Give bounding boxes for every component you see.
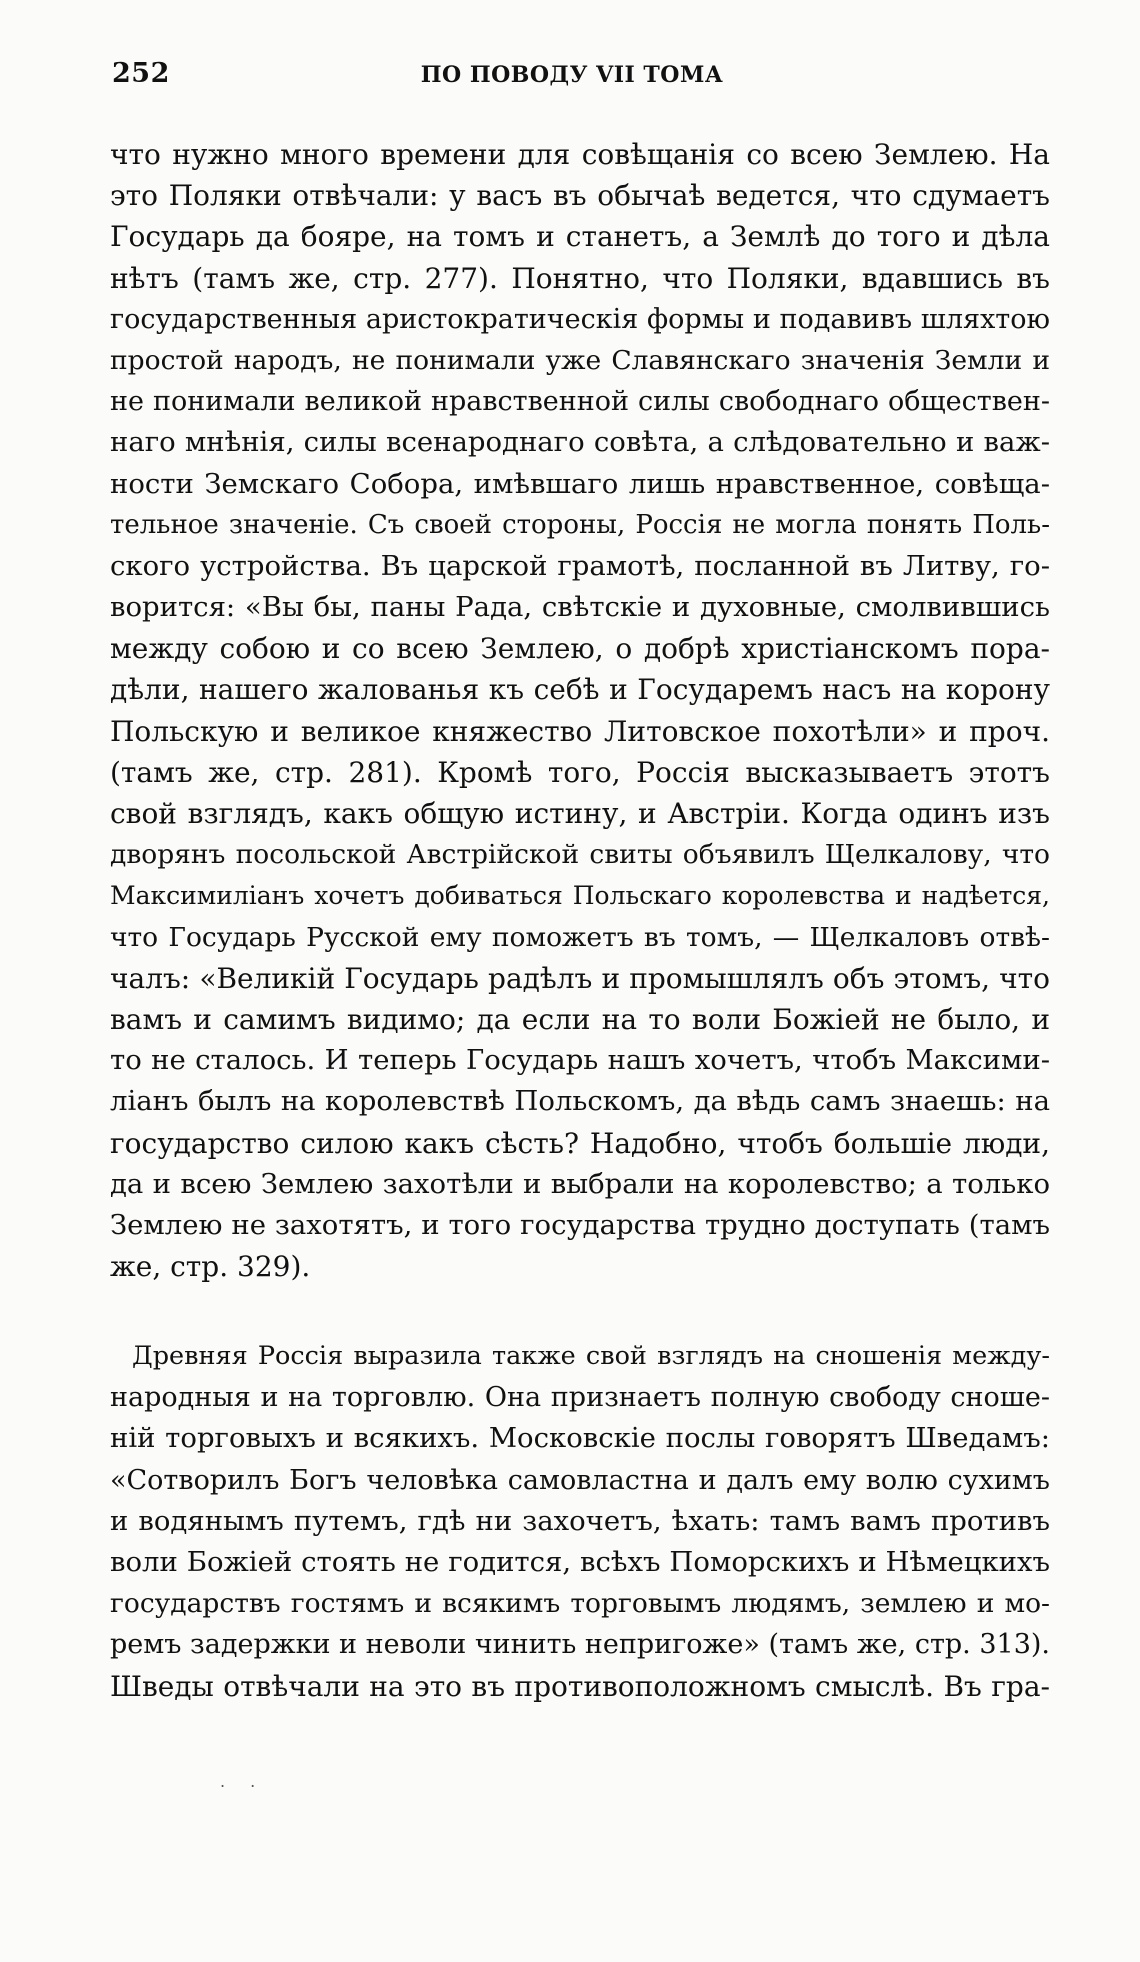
text-line: Шведы отвѣчали на это въ противоположномъ смыслѣ. Въ гра- <box>110 1669 1050 1703</box>
text-line: чалъ: «Великій Государь радѣлъ и промышлялъ объ этомъ, что <box>110 961 1050 995</box>
text-line: народныя и на торговлю. Она признаетъ полную свободу сноше- <box>110 1382 1050 1414</box>
text-line: государствъ гостямъ и всякимъ торговымъ людямъ, землею и мо- <box>110 1588 1050 1620</box>
text-line: ности Земскаго Собора, имѣвшаго лишь нравственное, совѣща- <box>110 467 1050 500</box>
paragraph-2 <box>110 1336 1050 1707</box>
text-line: между собою и со всею Землею, о добрѣ христіанскомъ пора- <box>110 632 1050 666</box>
text-line: Государь да бояре, на томъ и станетъ, а Землѣ до того и дѣла <box>110 220 1050 254</box>
text-line: ворится: «Вы бы, паны Рада, свѣтскіе и духовные, смолвившись <box>110 591 1050 624</box>
text-line: же, стр. 329). <box>110 1250 311 1284</box>
text-line: тельное значеніе. Съ своей стороны, Россія не могла понять Поль- <box>110 509 1050 540</box>
text-line: вамъ и самимъ видимо; да если на то воли Божіей не было, и <box>110 1002 1050 1036</box>
text-line: Землею не захотятъ, и того государства трудно доступать (тамъ <box>110 1208 1050 1241</box>
text-line: ліанъ былъ на королевствѣ Польскомъ, да вѣдь самъ знаешь: на <box>110 1085 1050 1118</box>
text-line: государственныя аристократическія формы и подавивъ шляхтою <box>110 303 1050 335</box>
text-line: то не сталось. И теперь Государь нашъ хочетъ, чтобъ Максими- <box>110 1044 1050 1077</box>
text-line: «Сотворилъ Богъ человѣка самовластна и далъ ему волю сухимъ <box>110 1464 1050 1496</box>
text-line: это Поляки отвѣчали: у васъ въ обычаѣ ведется, что сдумаетъ <box>110 179 1050 213</box>
text-line: государство силою какъ сѣсть? Надобно, чтобъ большіе люди, <box>110 1126 1050 1160</box>
text-line: дѣли, нашего жалованья къ себѣ и Государемъ насъ на корону <box>110 673 1050 707</box>
text-line: Древняя Россія выразила также свой взглядъ на сношенія между- <box>132 1341 1050 1371</box>
text-line: Максимиліанъ хочетъ добиваться Польскаго королевства и надѣется, <box>110 881 1050 911</box>
text-line: ремъ задержки и неволи чинить непригоже» (тамъ же, стр. 313). <box>110 1629 1050 1661</box>
page-number: 252 <box>112 58 170 89</box>
text-line: Польскую и великое княжество Литовское похотѣли» и проч. <box>110 714 1050 748</box>
text-line: ній торговыхъ и всякихъ. Московскіе послы говорятъ Шведамъ: <box>110 1422 1050 1455</box>
text-line: воли Божіей стоять не годится, всѣхъ Поморскихъ и Нѣмецкихъ <box>110 1545 1050 1578</box>
text-line: свой взглядъ, какъ общую истину, и Австріи. Когда одинъ изъ <box>110 797 1050 830</box>
text-line: (тамъ же, стр. 281). Кромѣ того, Россія высказываетъ этотъ <box>110 755 1050 789</box>
text-line: дворянъ посольской Австрійской свиты объявилъ Щелкалову, что <box>110 839 1050 871</box>
running-title: ПО ПОВОДУ VII ТОМА <box>420 62 724 88</box>
paragraph-1 <box>110 134 1050 1287</box>
text-line: что Государь Русской ему поможетъ въ томъ, — Щелкаловъ отвѣ- <box>110 921 1050 953</box>
text-line: ского устройства. Въ царской грамотѣ, посланной въ Литву, го- <box>110 549 1050 582</box>
text-line: простой народъ, не понимали уже Славянскаго значенія Земли и <box>110 344 1050 376</box>
text-line: да и всею Землею захотѣли и выбрали на королевство; а только <box>110 1167 1050 1200</box>
text-line: не понимали великой нравственной силы свободнаго обществен- <box>110 386 1050 418</box>
text-line: нѣтъ (тамъ же, стр. 277). Понятно, что Поляки, вдавшись въ <box>110 261 1050 295</box>
text-line: и водянымъ путемъ, гдѣ ни захочетъ, ѣхать: тамъ вамъ противъ <box>110 1504 1050 1537</box>
page-header <box>112 58 1032 98</box>
text-line: наго мнѣнія, силы всенароднаго совѣта, а слѣдовательно и важ- <box>110 426 1050 459</box>
scan-specks: . . <box>220 1772 266 1791</box>
text-line: что нужно много времени для совѣщанія со всею Землею. На <box>110 138 1050 171</box>
